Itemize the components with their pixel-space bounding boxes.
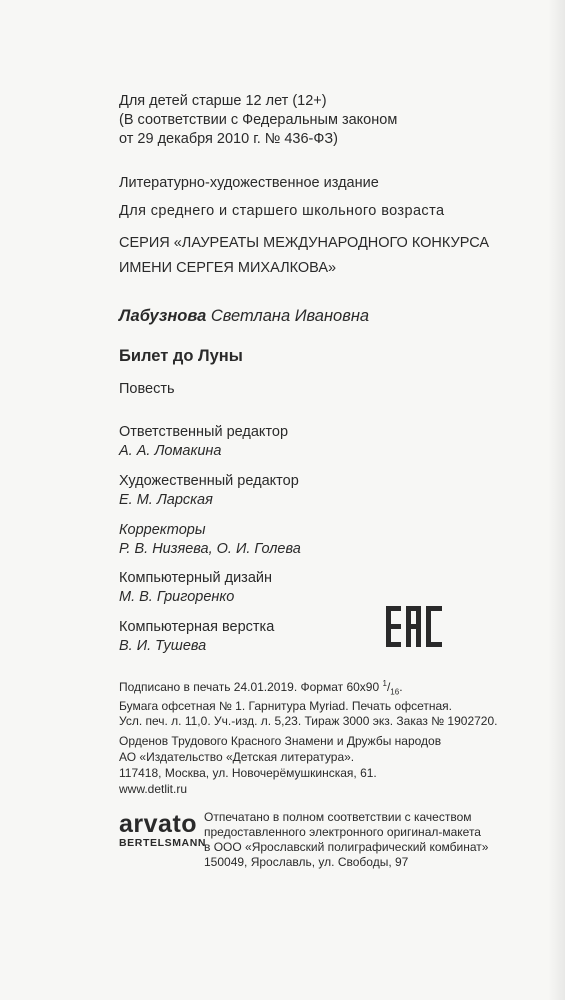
print-details	[119, 676, 498, 729]
printer-line: Отпечатано в полном соответствии с качеством	[204, 810, 472, 824]
edition-type: Литературно-художественное издание	[119, 175, 379, 191]
publisher-info	[119, 733, 441, 797]
credit-block	[119, 618, 274, 656]
logo-parent: BERTELSMANN	[119, 837, 207, 849]
series-name	[119, 231, 489, 281]
printer-line: 150049, Ярославль, ул. Свободы, 97	[204, 855, 409, 869]
printer-info	[204, 810, 488, 870]
printer-line: предоставленного электронного оригинал-макета	[204, 825, 481, 839]
publisher-line: 117418, Москва, ул. Новочерёмушкинская, 61.	[119, 766, 377, 780]
author-name	[119, 307, 369, 326]
publisher-website: www.detlit.ru	[119, 782, 188, 796]
credit-name: А. А. Ломакина	[119, 443, 222, 459]
credit-block	[119, 569, 272, 607]
book-title: Билет до Луны	[119, 347, 243, 365]
page-edge-shadow	[548, 0, 565, 1000]
series-line: СЕРИЯ «ЛАУРЕАТЫ МЕЖДУНАРОДНОГО КОНКУРСА	[119, 235, 490, 251]
author-surname: Лабузнова	[119, 307, 207, 325]
print-format-text: Подписано в печать 24.01.2019. Формат 60x90	[119, 680, 380, 694]
printer-line: в ООО «Ярославский полиграфический комбинат»	[204, 840, 489, 854]
age-rating-line: от 29 декабря 2010 г. № 436-ФЗ)	[119, 131, 338, 147]
credit-name: Е. М. Ларская	[119, 492, 213, 508]
print-format-suffix: .	[399, 680, 403, 694]
print-details-line: Усл. печ. л. 11,0. Уч.-изд. л. 5,23. Тираж 3000 экз. Заказ № 1902720.	[119, 714, 498, 729]
age-rating-line: (В соответствии с Федеральным законом	[119, 112, 398, 128]
print-details-line: Бумага офсетная № 1. Гарнитура Myriad. Печать офсетная.	[119, 699, 452, 714]
arvato-logo	[119, 812, 206, 850]
author-given-names: Светлана Ивановна	[210, 307, 370, 325]
age-rating-line: Для детей старше 12 лет (12+)	[119, 93, 327, 109]
credit-name: М. В. Григоренко	[119, 589, 235, 605]
credit-name: Р. В. Низяева, О. И. Голева	[119, 541, 301, 557]
format-fraction-numerator: 1	[382, 679, 387, 688]
audience-note: Для среднего и старшего школьного возраста	[119, 203, 445, 219]
book-genre: Повесть	[119, 381, 175, 397]
credit-name: В. И. Тушева	[119, 638, 207, 654]
credit-role: Компьютерная верстка	[119, 619, 275, 635]
credit-role: Компьютерный дизайн	[119, 570, 272, 586]
format-fraction-denominator: 16	[390, 687, 400, 697]
credit-block	[119, 423, 288, 461]
credit-role: Ответственный редактор	[119, 424, 289, 440]
eac-certification-mark	[384, 604, 446, 649]
print-details-line: Подписано в печать 24.01.2019. Формат 60x90 $^1/_{16}$.	[119, 679, 403, 697]
publisher-line: АО «Издательство «Детская литература».	[119, 750, 355, 764]
age-rating-notice	[119, 92, 397, 149]
credit-block	[119, 521, 301, 559]
credit-block	[119, 472, 299, 510]
publisher-line: Орденов Трудового Красного Знамени и Дружбы народов	[119, 734, 442, 748]
credit-role: Художественный редактор	[119, 473, 299, 489]
logo-brand: arvato	[119, 810, 198, 838]
series-line: ИМЕНИ СЕРГЕЯ МИХАЛКОВА»	[119, 260, 337, 276]
credit-role: Корректоры	[119, 522, 206, 538]
